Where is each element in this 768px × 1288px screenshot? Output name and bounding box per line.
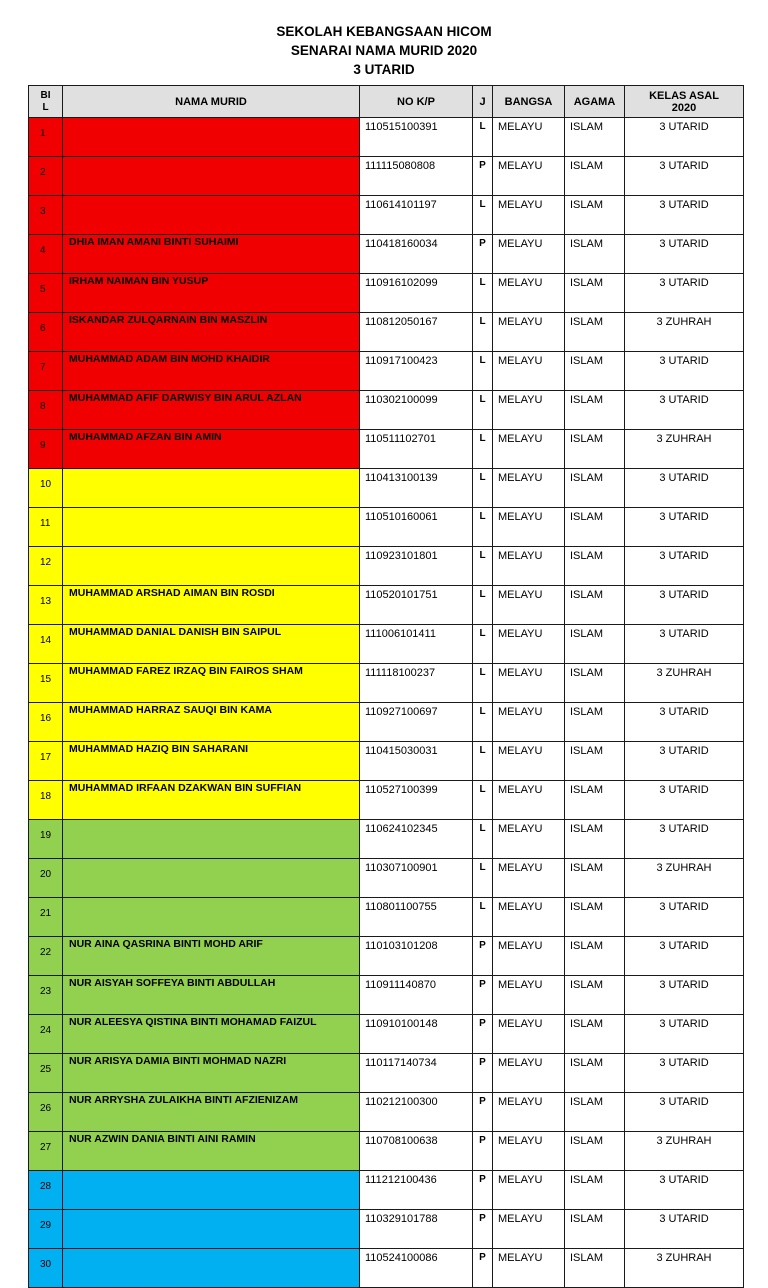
gender-cell: L: [473, 118, 493, 157]
row-number-cell: 2: [29, 157, 63, 196]
student-name-cell: NUR AZWIN DANIA BINTI AINI RAMIN: [63, 1132, 360, 1171]
religion-cell: ISLAM: [565, 742, 625, 781]
ic-number-cell: 110910100148: [360, 1015, 473, 1054]
gender-cell: L: [473, 196, 493, 235]
previous-class-cell: 3 UTARID: [625, 781, 744, 820]
ic-number-cell: 110329101788: [360, 1210, 473, 1249]
header-bangsa: BANGSA: [493, 86, 565, 118]
table-row: [29, 1171, 744, 1210]
race-cell: MELAYU: [493, 1210, 565, 1249]
ic-number-cell: 110812050167: [360, 313, 473, 352]
school-name: SEKOLAH KEBANGSAAN HICOM: [276, 24, 492, 39]
student-name-cell: MUHAMMAD DANIAL DANISH BIN SAIPUL: [63, 625, 360, 664]
previous-class-cell: 3 UTARID: [625, 469, 744, 508]
ic-number-cell: 110302100099: [360, 391, 473, 430]
previous-class-cell: 3 UTARID: [625, 1171, 744, 1210]
previous-class-cell: 3 UTARID: [625, 625, 744, 664]
previous-class-cell: 3 UTARID: [625, 274, 744, 313]
document-title-block: [0, 22, 768, 79]
student-name-cell: NUR AINA QASRINA BINTI MOHD ARIF: [63, 937, 360, 976]
table-row: [29, 937, 744, 976]
ic-number-cell: 110212100300: [360, 1093, 473, 1132]
gender-cell: L: [473, 820, 493, 859]
table-row: [29, 898, 744, 937]
row-number-cell: 1: [29, 118, 63, 157]
table-row: [29, 430, 744, 469]
header-agama: AGAMA: [565, 86, 625, 118]
row-number-cell: 19: [29, 820, 63, 859]
religion-cell: ISLAM: [565, 976, 625, 1015]
header-no-kp: NO K/P: [360, 86, 473, 118]
student-name-cell: NUR ARISYA DAMIA BINTI MOHMAD NAZRI: [63, 1054, 360, 1093]
gender-cell: L: [473, 781, 493, 820]
table-row: [29, 1054, 744, 1093]
religion-cell: ISLAM: [565, 625, 625, 664]
race-cell: MELAYU: [493, 196, 565, 235]
gender-cell: L: [473, 274, 493, 313]
religion-cell: ISLAM: [565, 1015, 625, 1054]
header-bil: BI L: [29, 86, 63, 118]
previous-class-cell: 3 UTARID: [625, 1015, 744, 1054]
previous-class-cell: 3 UTARID: [625, 118, 744, 157]
header-jantina: J: [473, 86, 493, 118]
student-name-cell: MUHAMMAD ADAM BIN MOHD KHAIDIR: [63, 352, 360, 391]
religion-cell: ISLAM: [565, 157, 625, 196]
ic-number-cell: 111006101411: [360, 625, 473, 664]
religion-cell: ISLAM: [565, 1210, 625, 1249]
table-row: [29, 196, 744, 235]
race-cell: MELAYU: [493, 352, 565, 391]
religion-cell: ISLAM: [565, 820, 625, 859]
ic-number-cell: 111118100237: [360, 664, 473, 703]
race-cell: MELAYU: [493, 1093, 565, 1132]
gender-cell: L: [473, 859, 493, 898]
table-header: [29, 86, 744, 118]
table-row: [29, 742, 744, 781]
race-cell: MELAYU: [493, 157, 565, 196]
student-name-cell: [63, 859, 360, 898]
race-cell: MELAYU: [493, 1171, 565, 1210]
ic-number-cell: 110510160061: [360, 508, 473, 547]
student-name-cell: ISKANDAR ZULQARNAIN BIN MASZLIN: [63, 313, 360, 352]
student-name-cell: [63, 196, 360, 235]
row-number-cell: 20: [29, 859, 63, 898]
previous-class-cell: 3 UTARID: [625, 586, 744, 625]
ic-number-cell: 110117140734: [360, 1054, 473, 1093]
race-cell: MELAYU: [493, 781, 565, 820]
row-number-cell: 6: [29, 313, 63, 352]
table-row: [29, 157, 744, 196]
student-name-cell: MUHAMMAD FAREZ IRZAQ BIN FAIROS SHAM: [63, 664, 360, 703]
ic-number-cell: 110415030031: [360, 742, 473, 781]
table-row: [29, 313, 744, 352]
religion-cell: ISLAM: [565, 196, 625, 235]
row-number-cell: 21: [29, 898, 63, 937]
race-cell: MELAYU: [493, 859, 565, 898]
race-cell: MELAYU: [493, 1054, 565, 1093]
religion-cell: ISLAM: [565, 586, 625, 625]
table-row: [29, 1210, 744, 1249]
gender-cell: L: [473, 742, 493, 781]
race-cell: MELAYU: [493, 391, 565, 430]
race-cell: MELAYU: [493, 703, 565, 742]
row-number-cell: 15: [29, 664, 63, 703]
ic-number-cell: 110801100755: [360, 898, 473, 937]
table-row: [29, 1132, 744, 1171]
race-cell: MELAYU: [493, 976, 565, 1015]
race-cell: MELAYU: [493, 430, 565, 469]
ic-number-cell: 110515100391: [360, 118, 473, 157]
table-row: [29, 586, 744, 625]
race-cell: MELAYU: [493, 898, 565, 937]
race-cell: MELAYU: [493, 937, 565, 976]
student-name-cell: [63, 1210, 360, 1249]
race-cell: MELAYU: [493, 508, 565, 547]
previous-class-cell: 3 ZUHRAH: [625, 430, 744, 469]
gender-cell: L: [473, 898, 493, 937]
table-row: [29, 235, 744, 274]
previous-class-cell: 3 ZUHRAH: [625, 664, 744, 703]
religion-cell: ISLAM: [565, 1093, 625, 1132]
gender-cell: L: [473, 430, 493, 469]
table-row: [29, 352, 744, 391]
previous-class-cell: 3 UTARID: [625, 1054, 744, 1093]
previous-class-cell: 3 UTARID: [625, 196, 744, 235]
student-name-cell: [63, 469, 360, 508]
gender-cell: P: [473, 235, 493, 274]
list-title: SENARAI NAMA MURID 2020: [290, 43, 478, 58]
table-row: [29, 820, 744, 859]
student-name-cell: [63, 820, 360, 859]
row-number-cell: 27: [29, 1132, 63, 1171]
religion-cell: ISLAM: [565, 391, 625, 430]
previous-class-cell: 3 ZUHRAH: [625, 859, 744, 898]
previous-class-cell: 3 UTARID: [625, 937, 744, 976]
race-cell: MELAYU: [493, 118, 565, 157]
student-name-cell: [63, 898, 360, 937]
gender-cell: P: [473, 937, 493, 976]
table-row: [29, 664, 744, 703]
row-number-cell: 30: [29, 1249, 63, 1288]
gender-cell: P: [473, 1015, 493, 1054]
table-row: [29, 274, 744, 313]
race-cell: MELAYU: [493, 1132, 565, 1171]
gender-cell: L: [473, 703, 493, 742]
student-name-cell: NUR ALEESYA QISTINA BINTI MOHAMAD FAIZUL: [63, 1015, 360, 1054]
table-row: [29, 859, 744, 898]
header-kelas-asal: KELAS ASAL 2020: [625, 86, 744, 118]
previous-class-cell: 3 UTARID: [625, 391, 744, 430]
previous-class-cell: 3 UTARID: [625, 157, 744, 196]
religion-cell: ISLAM: [565, 1249, 625, 1288]
ic-number-cell: 110307100901: [360, 859, 473, 898]
gender-cell: L: [473, 586, 493, 625]
ic-number-cell: 110614101197: [360, 196, 473, 235]
table-row: [29, 1249, 744, 1288]
previous-class-cell: 3 UTARID: [625, 1210, 744, 1249]
student-name-cell: DHIA IMAN AMANI BINTI SUHAIMI: [63, 235, 360, 274]
ic-number-cell: 110527100399: [360, 781, 473, 820]
ic-number-cell: 110911140870: [360, 976, 473, 1015]
ic-number-cell: 110520101751: [360, 586, 473, 625]
table-body: [29, 118, 744, 1288]
row-number-cell: 5: [29, 274, 63, 313]
previous-class-cell: 3 UTARID: [625, 742, 744, 781]
race-cell: MELAYU: [493, 664, 565, 703]
student-name-cell: [63, 508, 360, 547]
ic-number-cell: 110511102701: [360, 430, 473, 469]
gender-cell: L: [473, 547, 493, 586]
religion-cell: ISLAM: [565, 469, 625, 508]
table-row: [29, 508, 744, 547]
row-number-cell: 8: [29, 391, 63, 430]
previous-class-cell: 3 UTARID: [625, 703, 744, 742]
row-number-cell: 3: [29, 196, 63, 235]
previous-class-cell: 3 UTARID: [625, 352, 744, 391]
previous-class-cell: 3 UTARID: [625, 547, 744, 586]
row-number-cell: 13: [29, 586, 63, 625]
religion-cell: ISLAM: [565, 859, 625, 898]
gender-cell: L: [473, 625, 493, 664]
gender-cell: P: [473, 1249, 493, 1288]
row-number-cell: 10: [29, 469, 63, 508]
ic-number-cell: 111115080808: [360, 157, 473, 196]
religion-cell: ISLAM: [565, 1171, 625, 1210]
religion-cell: ISLAM: [565, 781, 625, 820]
row-number-cell: 26: [29, 1093, 63, 1132]
table-row: [29, 1093, 744, 1132]
gender-cell: P: [473, 1132, 493, 1171]
previous-class-cell: 3 UTARID: [625, 508, 744, 547]
row-number-cell: 22: [29, 937, 63, 976]
student-name-cell: MUHAMMAD ARSHAD AIMAN BIN ROSDI: [63, 586, 360, 625]
gender-cell: L: [473, 313, 493, 352]
student-name-cell: MUHAMMAD AFIF DARWISY BIN ARUL AZLAN: [63, 391, 360, 430]
gender-cell: P: [473, 157, 493, 196]
gender-cell: P: [473, 1054, 493, 1093]
previous-class-cell: 3 UTARID: [625, 235, 744, 274]
race-cell: MELAYU: [493, 742, 565, 781]
race-cell: MELAYU: [493, 274, 565, 313]
ic-number-cell: 110708100638: [360, 1132, 473, 1171]
religion-cell: ISLAM: [565, 118, 625, 157]
gender-cell: L: [473, 391, 493, 430]
religion-cell: ISLAM: [565, 235, 625, 274]
race-cell: MELAYU: [493, 469, 565, 508]
row-number-cell: 12: [29, 547, 63, 586]
previous-class-cell: 3 ZUHRAH: [625, 1132, 744, 1171]
row-number-cell: 29: [29, 1210, 63, 1249]
row-number-cell: 17: [29, 742, 63, 781]
previous-class-cell: 3 ZUHRAH: [625, 1249, 744, 1288]
ic-number-cell: 110624102345: [360, 820, 473, 859]
student-name-cell: [63, 547, 360, 586]
table-row: [29, 391, 744, 430]
race-cell: MELAYU: [493, 586, 565, 625]
student-name-cell: [63, 1171, 360, 1210]
previous-class-cell: 3 ZUHRAH: [625, 313, 744, 352]
religion-cell: ISLAM: [565, 313, 625, 352]
class-name: 3 UTARID: [353, 62, 415, 77]
table-row: [29, 976, 744, 1015]
row-number-cell: 7: [29, 352, 63, 391]
student-name-cell: MUHAMMAD IRFAAN DZAKWAN BIN SUFFIAN: [63, 781, 360, 820]
race-cell: MELAYU: [493, 313, 565, 352]
student-name-cell: [63, 157, 360, 196]
religion-cell: ISLAM: [565, 274, 625, 313]
race-cell: MELAYU: [493, 1249, 565, 1288]
ic-number-cell: 110418160034: [360, 235, 473, 274]
ic-number-cell: 111212100436: [360, 1171, 473, 1210]
row-number-cell: 16: [29, 703, 63, 742]
table-row: [29, 781, 744, 820]
row-number-cell: 24: [29, 1015, 63, 1054]
religion-cell: ISLAM: [565, 664, 625, 703]
student-name-cell: NUR ARRYSHA ZULAIKHA BINTI AFZIENIZAM: [63, 1093, 360, 1132]
row-number-cell: 9: [29, 430, 63, 469]
gender-cell: L: [473, 664, 493, 703]
ic-number-cell: 110413100139: [360, 469, 473, 508]
row-number-cell: 23: [29, 976, 63, 1015]
student-name-cell: [63, 1249, 360, 1288]
ic-number-cell: 110103101208: [360, 937, 473, 976]
gender-cell: P: [473, 1171, 493, 1210]
table-row: [29, 118, 744, 157]
row-number-cell: 18: [29, 781, 63, 820]
previous-class-cell: 3 UTARID: [625, 820, 744, 859]
row-number-cell: 14: [29, 625, 63, 664]
gender-cell: P: [473, 1210, 493, 1249]
race-cell: MELAYU: [493, 1015, 565, 1054]
table-row: [29, 469, 744, 508]
student-name-cell: NUR AISYAH SOFFEYA BINTI ABDULLAH: [63, 976, 360, 1015]
race-cell: MELAYU: [493, 547, 565, 586]
religion-cell: ISLAM: [565, 937, 625, 976]
ic-number-cell: 110923101801: [360, 547, 473, 586]
previous-class-cell: 3 UTARID: [625, 898, 744, 937]
table-row: [29, 703, 744, 742]
ic-number-cell: 110916102099: [360, 274, 473, 313]
student-list-table: [28, 85, 744, 1288]
row-number-cell: 11: [29, 508, 63, 547]
religion-cell: ISLAM: [565, 703, 625, 742]
row-number-cell: 25: [29, 1054, 63, 1093]
previous-class-cell: 3 UTARID: [625, 1093, 744, 1132]
gender-cell: P: [473, 1093, 493, 1132]
race-cell: MELAYU: [493, 625, 565, 664]
race-cell: MELAYU: [493, 235, 565, 274]
student-name-cell: [63, 118, 360, 157]
previous-class-cell: 3 UTARID: [625, 976, 744, 1015]
student-name-cell: MUHAMMAD HARRAZ SAUQI BIN KAMA: [63, 703, 360, 742]
table-row: [29, 625, 744, 664]
gender-cell: L: [473, 469, 493, 508]
row-number-cell: 4: [29, 235, 63, 274]
student-name-cell: MUHAMMAD AFZAN BIN AMIN: [63, 430, 360, 469]
religion-cell: ISLAM: [565, 430, 625, 469]
gender-cell: L: [473, 508, 493, 547]
table-row: [29, 1015, 744, 1054]
table-row: [29, 547, 744, 586]
religion-cell: ISLAM: [565, 898, 625, 937]
ic-number-cell: 110524100086: [360, 1249, 473, 1288]
religion-cell: ISLAM: [565, 1054, 625, 1093]
gender-cell: L: [473, 352, 493, 391]
race-cell: MELAYU: [493, 820, 565, 859]
student-name-cell: MUHAMMAD HAZIQ BIN SAHARANI: [63, 742, 360, 781]
religion-cell: ISLAM: [565, 1132, 625, 1171]
row-number-cell: 28: [29, 1171, 63, 1210]
religion-cell: ISLAM: [565, 547, 625, 586]
gender-cell: P: [473, 976, 493, 1015]
ic-number-cell: 110927100697: [360, 703, 473, 742]
religion-cell: ISLAM: [565, 352, 625, 391]
religion-cell: ISLAM: [565, 508, 625, 547]
student-name-cell: IRHAM NAIMAN BIN YUSUP: [63, 274, 360, 313]
ic-number-cell: 110917100423: [360, 352, 473, 391]
header-nama-murid: NAMA MURID: [63, 86, 360, 118]
